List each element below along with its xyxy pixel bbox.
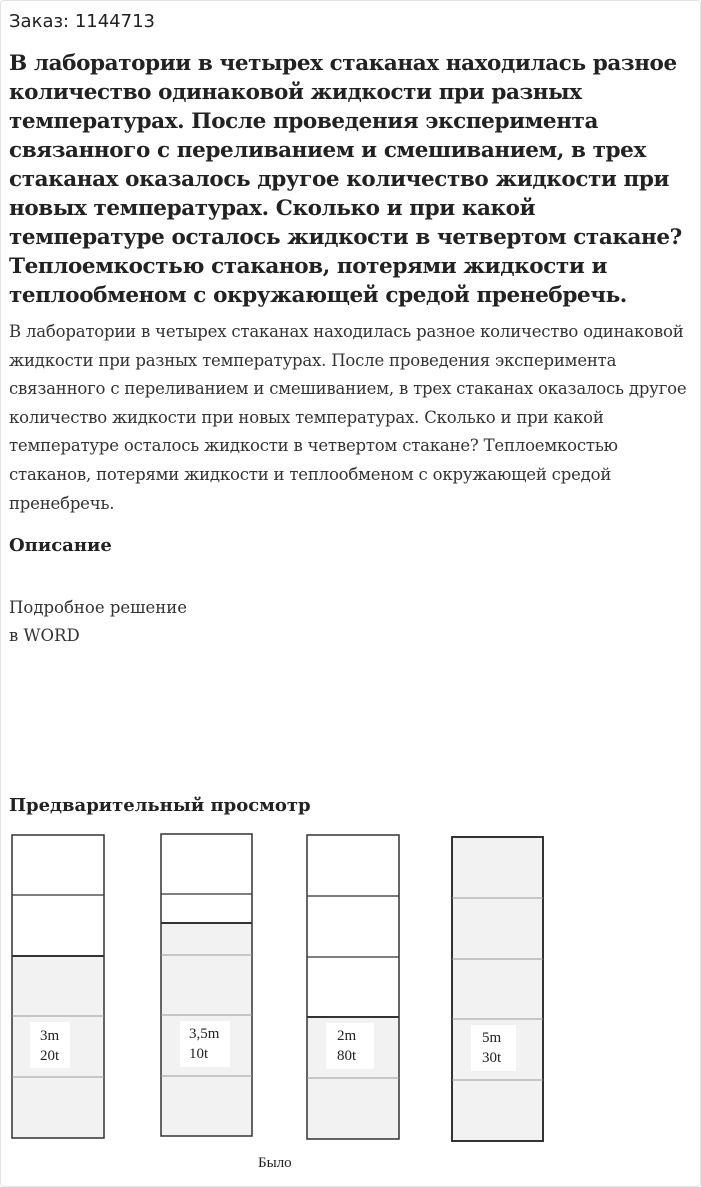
glass-3 [307,835,399,1139]
glass-3-mass: 2m [337,1028,357,1044]
description-line-2: в WORD [9,626,80,645]
description-line-1: Подробное решение [9,598,188,617]
preview-title: Предварительный просмотр [9,795,311,816]
description-title: Описание [9,535,112,556]
glass-1-temp: 20t [40,1048,60,1064]
glass-4-mass: 5m [482,1030,502,1046]
glass-2 [161,834,252,1136]
glass-1-mass: 3m [40,1028,60,1044]
glass-3-temp: 80t [337,1048,357,1064]
glass-1 [12,835,104,1138]
page-title: В лаборатории в четырех стаканах находилась разное количество одинаковой жидкости при разных температурах. После проведения эксперимента связанного с переливанием и смешиванием, в трех стаканах оказалось другое количество жидкости при новых температурах. Сколько и при какой температуре осталось жидкости в четвертом стакане? Теплоемкостью стаканов, потерями жидкости и теплообменом с окружающей средой пренебречь. [9,51,682,308]
glass-4 [452,837,543,1141]
glass-2-temp: 10t [189,1046,209,1062]
glass-4-temp: 30t [482,1050,502,1066]
preview-caption: Было [258,1155,292,1171]
glass-4-liquid [452,837,543,1141]
glass-2-mass: 3,5m [189,1026,220,1042]
preview-image [0,826,701,1176]
problem-text: В лаборатории в четырех стаканах находилась разное количество одинаковой жидкости при разных температурах. После проведения эксперимента связанного с переливанием и смешиванием, в трех стаканах оказалось другое количество жидкости при новых температурах. Сколько и при какой температуре осталось жидкости в четвертом стакане? Теплоемкостью стаканов, потерями жидкости и теплообменом с окружающей средой пренебречь. [9,322,687,513]
order-number: Заказ: 1144713 [9,11,155,32]
